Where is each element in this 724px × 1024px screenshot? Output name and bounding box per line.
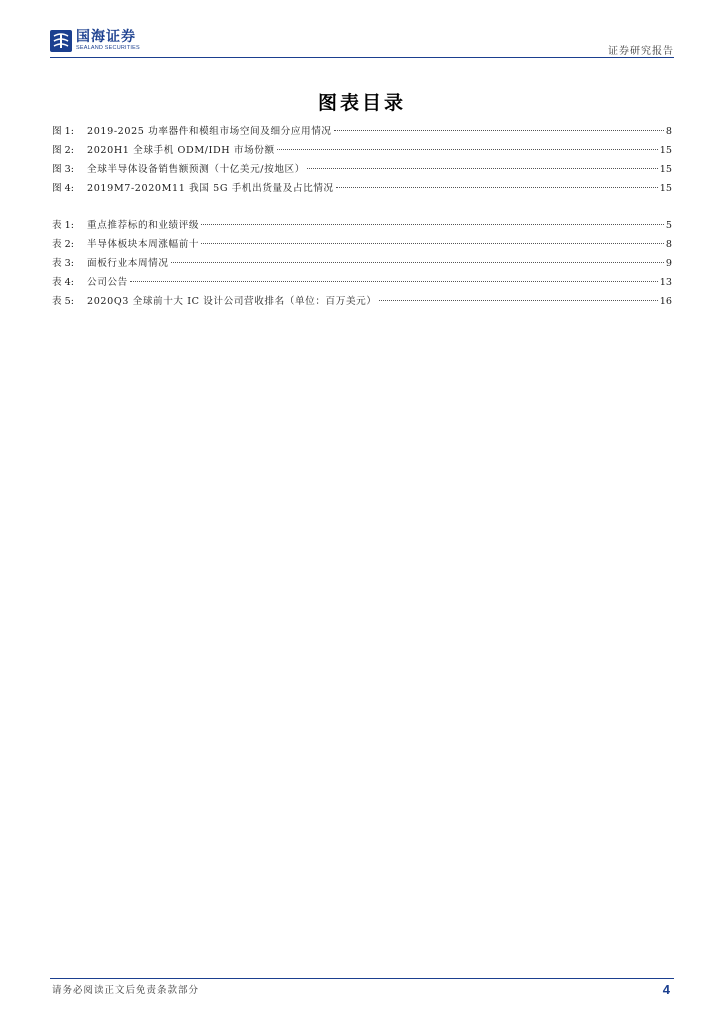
- toc-entry-table-1[interactable]: [52, 216, 672, 235]
- toc-entry-title: 全球半导体设备销售额预测（十亿美元/按地区）: [87, 164, 305, 175]
- toc-entry-page: 9: [665, 258, 672, 269]
- logo-en-text: SEALAND SECURITIES: [76, 45, 140, 52]
- toc-entry-number: 图 1:: [52, 126, 74, 137]
- toc-entry-page: 5: [665, 220, 672, 231]
- toc-entry-figure-1[interactable]: [52, 122, 672, 141]
- toc-entry-number: 图 4:: [52, 183, 74, 194]
- toc-entry-table-2[interactable]: [52, 235, 672, 254]
- toc-entry-title: 面板行业本周情况: [87, 258, 169, 269]
- toc-entry-title: 半导体板块本周涨幅前十: [87, 239, 200, 250]
- company-logo: [50, 30, 140, 52]
- toc-entry-table-4[interactable]: [52, 273, 672, 292]
- toc-dot-leader: [277, 149, 658, 150]
- toc-entry-page: 8: [665, 126, 672, 137]
- toc-entry-number: 表 2:: [52, 239, 74, 250]
- toc-entry-number: 图 2:: [52, 145, 74, 156]
- page-header: [50, 30, 674, 58]
- table-toc-list: [52, 216, 672, 311]
- toc-entry-table-3[interactable]: [52, 254, 672, 273]
- footer-divider: [50, 978, 674, 979]
- toc-dot-leader: [130, 281, 658, 282]
- toc-entry-title: 公司公告: [87, 277, 128, 288]
- footer-disclaimer: 请务必阅读正文后免责条款部分: [52, 985, 200, 996]
- figure-toc-list: [52, 122, 672, 198]
- toc-dot-leader: [171, 262, 664, 263]
- toc-entry-number: 表 3:: [52, 258, 74, 269]
- toc-entry-page: 8: [665, 239, 672, 250]
- toc-entry-page: 15: [659, 145, 672, 156]
- toc-dot-leader: [201, 243, 664, 244]
- page-number: 4: [662, 982, 670, 997]
- toc-entry-title: 2019M7-2020M11 我国 5G 手机出货量及占比情况: [87, 183, 334, 194]
- toc-dot-leader: [201, 224, 664, 225]
- toc-dot-leader: [379, 300, 658, 301]
- toc-entry-title: 2020Q3 全球前十大 IC 设计公司营收排名（单位：百万美元）: [87, 296, 377, 307]
- header-divider: [50, 57, 674, 58]
- toc-entry-number: 图 3:: [52, 164, 74, 175]
- toc-dot-leader: [334, 130, 664, 131]
- toc-entry-title: 重点推荐标的和业绩评级: [87, 220, 200, 231]
- toc-entry-table-5[interactable]: [52, 292, 672, 311]
- toc-entry-number: 表 5:: [52, 296, 74, 307]
- page-title: 图表目录: [317, 92, 406, 114]
- toc-entry-page: 15: [659, 164, 672, 175]
- toc-entry-number: 表 4:: [52, 277, 74, 288]
- toc-entry-figure-4[interactable]: [52, 179, 672, 198]
- toc-dot-leader: [307, 168, 658, 169]
- toc-entry-page: 16: [659, 296, 672, 307]
- logo-cn-text: 国海证券: [76, 29, 136, 46]
- toc-entry-page: 13: [659, 277, 672, 288]
- toc-entry-title: 2020H1 全球手机 ODM/IDH 市场份额: [87, 145, 275, 156]
- toc-entry-page: 15: [659, 183, 672, 194]
- toc-entry-figure-3[interactable]: [52, 160, 672, 179]
- toc-entry-title: 2019-2025 功率器件和模组市场空间及细分应用情况: [87, 126, 332, 137]
- toc-entry-number: 表 1:: [52, 220, 74, 231]
- toc-dot-leader: [336, 187, 658, 188]
- toc-entry-figure-2[interactable]: [52, 141, 672, 160]
- sealand-logo-icon: [50, 30, 72, 52]
- report-type-label: 证券研究报告: [608, 46, 674, 57]
